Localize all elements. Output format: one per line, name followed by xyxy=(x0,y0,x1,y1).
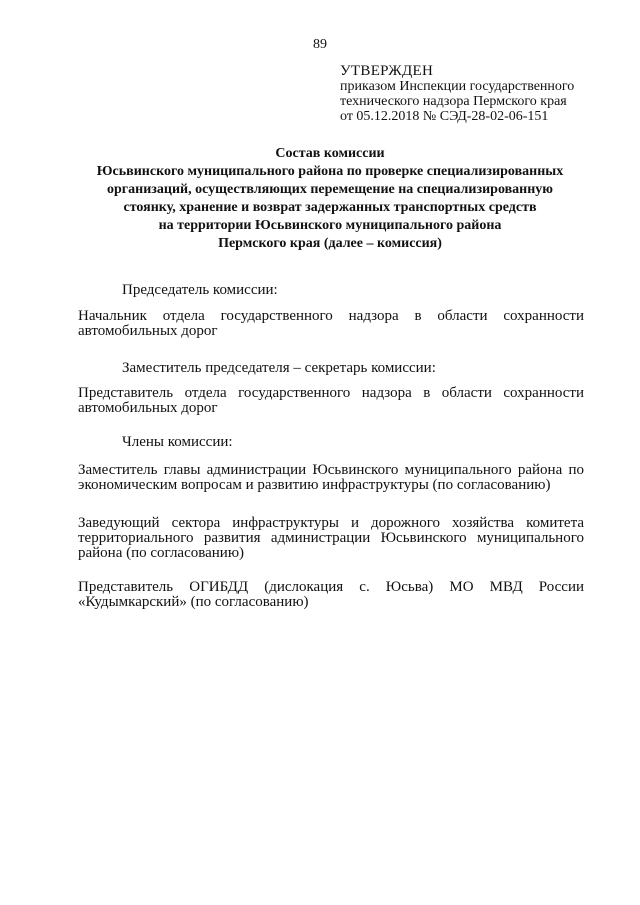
deputy-label: Заместитель председателя – секретарь комиссии: xyxy=(122,360,436,376)
document-title xyxy=(60,145,600,253)
chairman-entry xyxy=(78,309,584,339)
approval-title: УТВЕРЖДЕН xyxy=(340,63,434,79)
chairman-line-1: Начальник отдела государственного надзора в области сохранности xyxy=(78,308,584,324)
member-entry-1 xyxy=(78,463,584,493)
member-1-line-1: Заместитель главы администрации Юсьвинского муниципального района по xyxy=(78,462,584,478)
deputy-entry xyxy=(78,386,584,416)
members-label: Члены комиссии: xyxy=(122,434,233,450)
approval-line-2: технического надзора Пермского края xyxy=(340,94,567,109)
member-3-line-2: «Кудымкарский» (по согласованию) xyxy=(78,594,309,610)
member-entry-2 xyxy=(78,516,584,561)
page-number: 89 xyxy=(313,37,327,52)
title-line-4: стоянку, хранение и возврат задержанных транспортных средств xyxy=(123,200,537,215)
chairman-line-2: автомобильных дорог xyxy=(78,323,218,339)
title-line-5: на территории Юсьвинского муниципального района xyxy=(158,218,502,233)
deputy-line-2: автомобильных дорог xyxy=(78,400,218,416)
approval-stamp xyxy=(340,64,610,124)
approval-line-1: приказом Инспекции государственного xyxy=(340,79,575,94)
member-2-line-3: района (по согласованию) xyxy=(78,545,245,561)
deputy-line-1: Представитель отдела государственного надзора в области сохранности xyxy=(78,385,584,401)
member-3-line-1: Представитель ОГИБДД (дислокация с. Юсьва) МО МВД России xyxy=(78,579,584,595)
member-2-line-1: Заведующий сектора инфраструктуры и дорожного хозяйства комитета xyxy=(78,515,584,531)
member-2-line-2: территориального развития администрации Юсьвинского муниципального xyxy=(78,530,584,546)
member-1-line-2: экономическим вопросам и развитию инфраструктуры (по согласованию) xyxy=(78,477,551,493)
title-line-1: Состав комиссии xyxy=(275,146,385,161)
title-line-2: Юсьвинского муниципального района по проверке специализированных xyxy=(96,164,564,179)
title-line-6: Пермского края (далее – комиссия) xyxy=(218,236,442,251)
chairman-label: Председатель комиссии: xyxy=(122,282,278,298)
member-entry-3 xyxy=(78,580,584,610)
approval-line-3: от 05.12.2018 № СЭД-28-02-06-151 xyxy=(340,109,549,124)
title-line-3: организаций, осуществляющих перемещение на специализированную xyxy=(107,182,553,197)
